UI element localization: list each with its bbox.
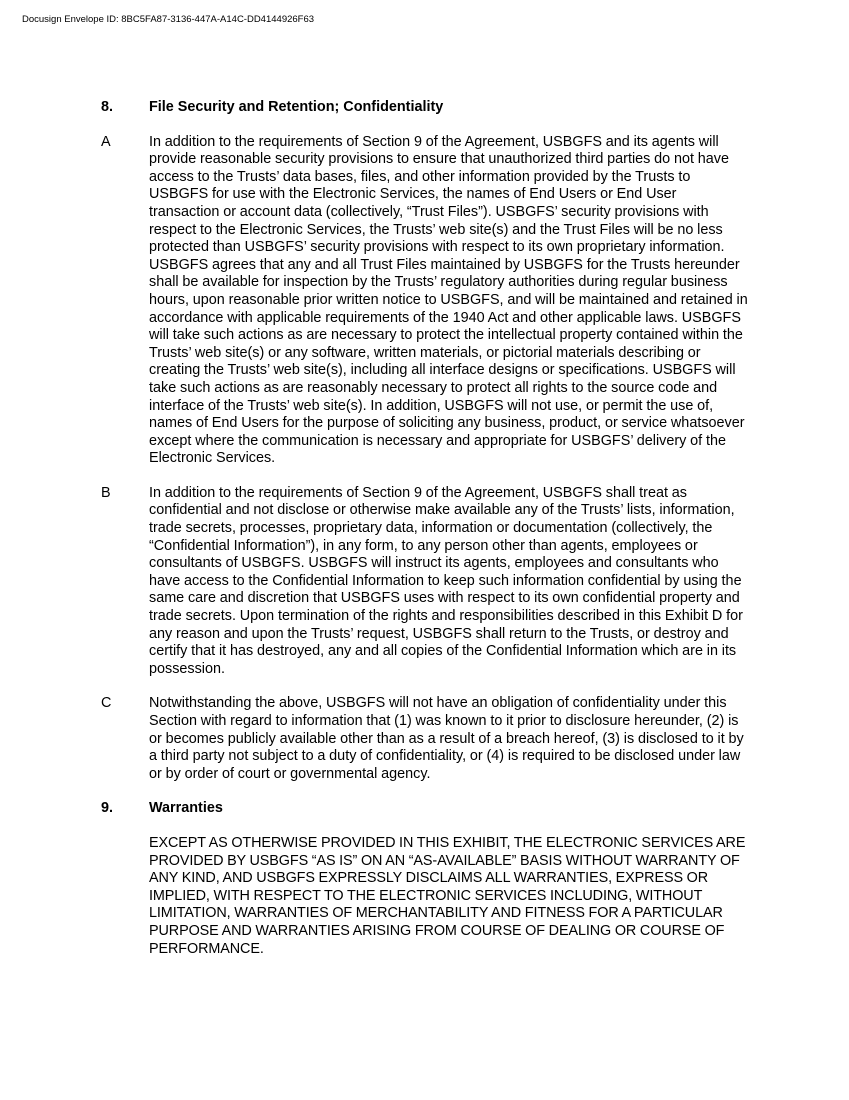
section-8-number: 8.: [101, 99, 114, 115]
paragraph-a-label: A: [101, 133, 111, 150]
document-body: [101, 99, 761, 975]
paragraph-a-text: In addition to the requirements of Section 9 of the Agreement, USBGFS and its agents will provide reasonable security provisions to ensure that unauthorized third parties do not have access to the Trusts’ data bases, files, and other information provided by the Trusts to USBGFS for use with the Electronic Services, the names of End Users or End User transaction or account data (collectively, “Trust Files”). USBGFS’ security provisions with respect to the Electronic Services, the Trusts’ web site(s) and the Trust Files will be no less protected than USBGFS’ security provisions with respect to its own proprietary information. USBGFS agrees that any and all Trust Files maintained by USBGFS for the Trusts hereunder shall be available for inspection by the Trusts’ regulatory authorities during regular business hours, upon reasonable prior written notice to USBGFS, and will be maintained and retained in accordance with applicable requirements of the 1940 Act and other applicable laws. USBGFS will take such actions as are necessary to protect the intellectual property contained within the Trusts’ web site(s) or any software, written materials, or pictorial materials describing or creating the Trusts’ web site(s), including all interface designs or specifications. USBGFS will take such actions as are reasonably necessary to protect all rights to the source code and interface of the Trusts’ web site(s). In addition, USBGFS will not use, or permit the use of, names of End Users for the purpose of soliciting any business, product, or service whatsoever except where the communication is necessary and appropriate for USBGFS’ delivery of the Electronic Services.: [149, 133, 748, 467]
warranties-paragraph: [101, 835, 761, 958]
section-9-number: 9.: [101, 800, 114, 817]
paragraph-a: [101, 134, 761, 468]
paragraph-b-text: In addition to the requirements of Section 9 of the Agreement, USBGFS shall treat as confidential and not disclose or otherwise make available any of the Trusts’ lists, information, trade secrets, processes, proprietary data, information or documentation (collectively, the “Confidential Information”), in any form, to any person other than agents, employees or consultants of USBGFS. USBGFS will instruct its agents, employees and consultants who have access to the Confidential Information to keep such information confidential by using the same care and discretion that USBGFS uses with respect to its own confidential property and trade secrets. Upon termination of the rights and responsibilities described in this Exhibit D for any reason and upon the Trusts’ request, USBGFS shall return to the Trusts, or destroy and certify that it has destroyed, any and all copies of the Confidential Information which are in its possession.: [149, 484, 743, 677]
section-8-heading: [101, 99, 761, 117]
paragraph-c-text: Notwithstanding the above, USBGFS will not have an obligation of confidentiality under this Section with regard to information that (1) was known to it prior to disclosure hereunder, (2) is or becomes publicly available other than as a result of a breach hereof, (3) is disclosed to it by a third party not subject to a duty of confidentiality, or (4) is required to be disclosed under law or by order of court or governmental agency.: [149, 695, 744, 782]
paragraph-c: [101, 695, 761, 783]
section-8-title: File Security and Retention; Confidentiality: [149, 99, 444, 115]
paragraph-b: [101, 485, 761, 679]
section-9-title: Warranties: [149, 800, 223, 817]
paragraph-b-label: B: [101, 484, 111, 501]
warranties-text: EXCEPT AS OTHERWISE PROVIDED IN THIS EXHIBIT, THE ELECTRONIC SERVICES ARE PROVIDED BY USBGFS “AS IS” ON AN “AS-AVAILABLE” BASIS WITHOUT WARRANTY OF ANY KIND, AND USBGFS EXPRESSLY DISCLAIMS ALL WARRANTIES, EXPRESS OR IMPLIED, WITH RESPECT TO THE ELECTRONIC SERVICES INCLUDING, WITHOUT LIMITATION, WARRANTIES OF MERCHANTABILITY AND FITNESS FOR A PARTICULAR PURPOSE AND WARRANTIES ARISING FROM COURSE OF DEALING OR COURSE OF PERFORMANCE.: [149, 834, 746, 957]
docusign-envelope-id: Docusign Envelope ID: 8BC5FA87-3136-447A-A14C-DD4144926F63: [22, 14, 315, 25]
paragraph-c-label: C: [101, 695, 112, 712]
section-9-heading: [101, 800, 761, 818]
